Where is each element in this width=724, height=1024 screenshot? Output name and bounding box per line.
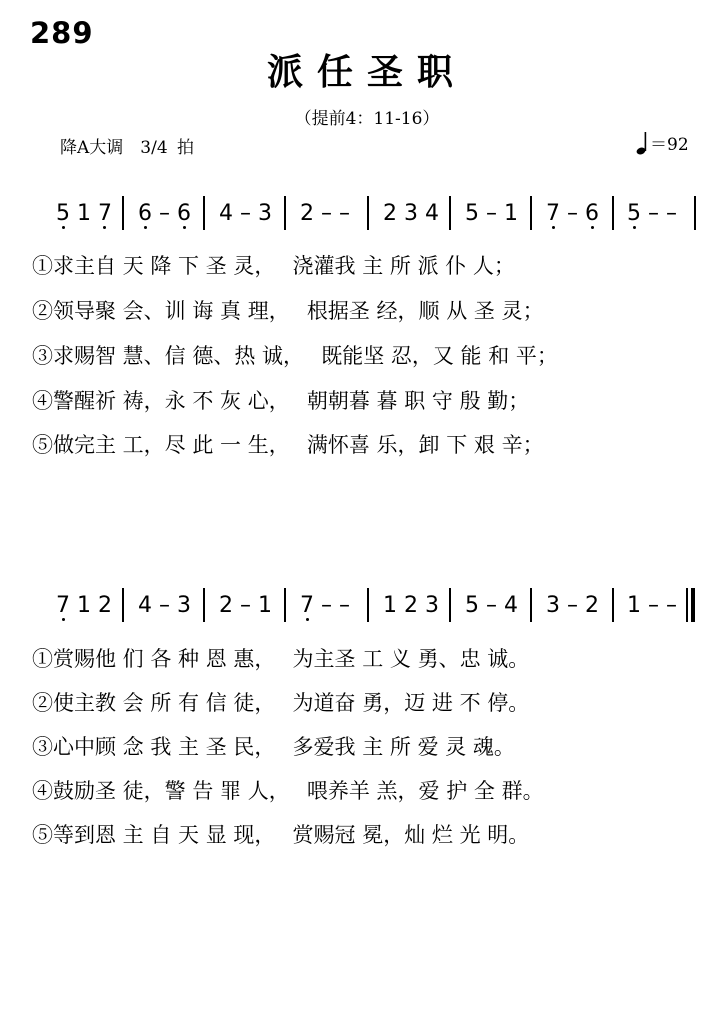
measure: 4 – 3 [219,200,272,226]
note: 5 [56,200,70,226]
measure: 3 – 2 [546,592,599,618]
note: 6 [138,200,152,226]
hymn-number: 289 [30,16,94,50]
bar-line [449,196,451,230]
lyric-line: ③心中顾 念 我 主 圣 民， 多爱我 主 所 爱 灵 魂。 [32,735,515,759]
bar-line [203,588,205,622]
note: 7 [300,592,314,618]
measure: 7 1 2 [56,592,112,618]
lyric-line: ⑤做完主 工，尽 此 一 生， 满怀喜 乐，卸 下 艰 辛； [32,433,544,457]
quarter-note-icon [636,131,648,155]
bar-line [694,196,696,230]
lyric-line: ①赏赐他 们 各 种 恩 惠， 为主圣 工 义 勇、忠 诚。 [32,647,530,671]
lyric-line: ①求主自 天 降 下 圣 灵， 浇灌我 主 所 派 仆 人； [32,254,515,278]
measure: 4 – 3 [138,592,191,618]
lyric-line: ⑤等到恩 主 自 天 显 现， 赏赐冠 冕，灿 烂 光 明。 [32,823,530,847]
measure: 5 – – [627,200,677,226]
bar-line [367,588,369,622]
note: 5 [627,200,641,226]
bar-line [449,588,451,622]
measure: 5 – 1 [465,200,518,226]
final-bar-thin [686,588,688,622]
note: 6 [585,200,599,226]
lyric-line: ③求赐智 慧、信 德、热 诚， 既能坚 忍，又 能 和 平； [32,344,558,368]
measure: 2 – – [300,200,350,226]
lyric-line: ④鼓励圣 徒，警 告 罪 人， 喂养羊 羔，爱 护 全 群。 [32,779,544,803]
bar-line [612,196,614,230]
bar-line [367,196,369,230]
notation-line-2 [0,588,724,622]
bar-line [284,196,286,230]
notation-line-1 [0,196,724,230]
measure: 1 2 3 [383,592,439,618]
bar-line [530,196,532,230]
tempo-marking [636,130,689,155]
bar-line [122,588,124,622]
scripture-reference: （提前4：11-16） [294,109,440,129]
bar-line [203,196,205,230]
lyric-line: ②使主教 会 所 有 信 徒， 为道奋 勇，迈 进 不 停。 [32,691,530,715]
note: 7 [56,592,70,618]
hymn-title: 派任圣职 [266,52,467,93]
measure: 5 – 4 [465,592,518,618]
note: 7 [546,200,560,226]
bar-line [284,588,286,622]
measure: 7 – – [300,592,350,618]
bar-line [612,588,614,622]
lyric-line: ②领导聚 会、训 诲 真 理， 根据圣 经，顺 从 圣 灵； [32,299,544,323]
note: 7 [97,200,112,226]
measure: 7 – 6 [546,200,599,226]
measure: 5 1 7 [56,200,112,226]
tempo-value: ＝92 [650,135,689,155]
key-signature: 降A大调 3/4 拍 [60,138,195,158]
lyric-line: ④警醒祈 祷，永 不 灰 心， 朝朝暮 暮 职 守 殷 勤； [32,389,530,413]
measure: 2 3 4 [383,200,439,226]
measure: 6 – 6 [138,200,191,226]
measure: 2 – 1 [219,592,272,618]
note: 6 [177,200,191,226]
final-bar-thick [691,588,695,622]
measure: 1 – – [627,592,677,618]
bar-line [122,196,124,230]
bar-line [530,588,532,622]
